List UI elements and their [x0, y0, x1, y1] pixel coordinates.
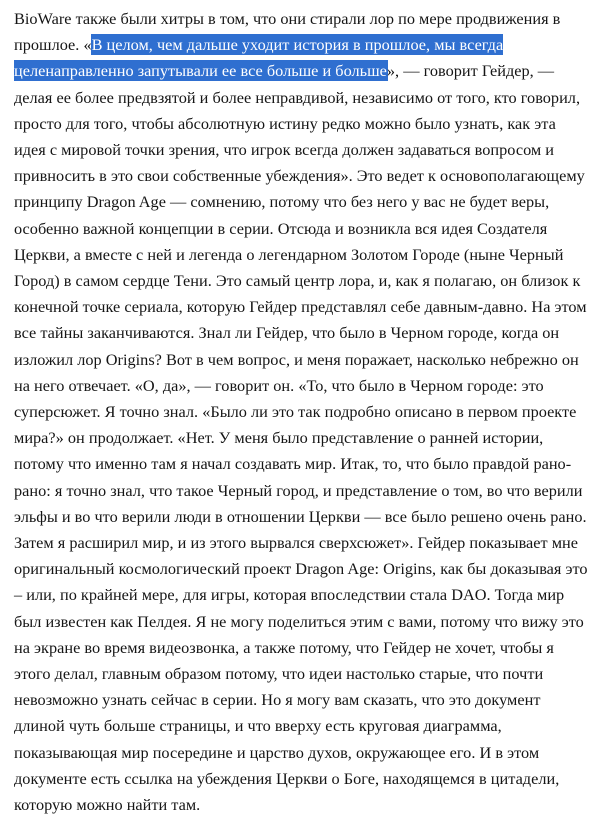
- article-paragraph: [14, 6, 589, 818]
- paragraph-segment-after-highlight: », — говорит Гейдер, — делая ее более предвзятой и более неправдивой, независимо от того, кто говорил, просто для того, чтобы абсолютную истину редко можно было узнать, как эта идея с мировой точки зрения, что игрок всегда должен задаваться вопросом и привносить в это свои собственные убеждения». Это ведет к основополагающему принципу Dragon Age — сомнению, потому что без него у вас не будет веры, особенно важной концепции в серии. Отсюда и возникла вся идея Создателя Церкви, а вместе с ней и легенда о легендарном Золотом Городе (ныне Черный Город) в самом сердце Тени. Это самый центр лора, и, как я полагаю, он близок к конечной точке сериала, которую Гейдер представлял себе давным-давно. На этом все тайны заканчиваются. Знал ли Гейдер, что было в Черном городе, когда он изложил лор Origins? Вот в чем вопрос, и меня поражает, насколько небрежно он на него отвечает. «О, да», — говорит он. «То, что было в Черном городе: это суперсюжет. Я точно знал. «Было ли это так подробно описано в первом проекте мира?» он продолжает. «Нет. У меня было представление о ранней истории, потому что именно там я начал создавать мир. Итак, то, что было правдой рано-рано: я точно знал, что такое Черный город, и представление о том, во что верили эльфы и во что верили люди в отношении Церкви — все было решено очень рано. Затем я расширил мир, и из этого вырвался сверхсюжет». Гейдер показывает мне оригинальный космологический проект Dragon Age: Origins, как бы доказывая это – или, по крайней мере, для игры, которая впоследствии стала DAO. Тогда мир был известен как Пелдея. Я не могу поделиться этим с вами, потому что вижу это на экране во время видеозвонка, а также потому, что Гейдер не хочет, чтобы я этого делал, главным образом потому, что идеи настолько старые, что почти невозможно узнать сейчас в серии. Но я могу вам сказать, что это документ длиной чуть больше страницы, и что вверху есть круговая диаграмма, показывающая мир посередине и царство духов, окружающее его. И в этом документе есть ссылка на убеждения Церкви о Боге, находящемся в цитадели, которую можно найти там.: [14, 61, 588, 815]
- paragraph-segment-before-highlight: BioWare также были хитры в том, что они стирали лор по мере продвижения в прошлое. «: [14, 9, 561, 55]
- highlighted-quote[interactable]: В целом, чем дальше уходит история в прошлое, мы всегда целенаправленно запутывали ее все больше и больше: [14, 35, 504, 81]
- article-body: [14, 6, 589, 818]
